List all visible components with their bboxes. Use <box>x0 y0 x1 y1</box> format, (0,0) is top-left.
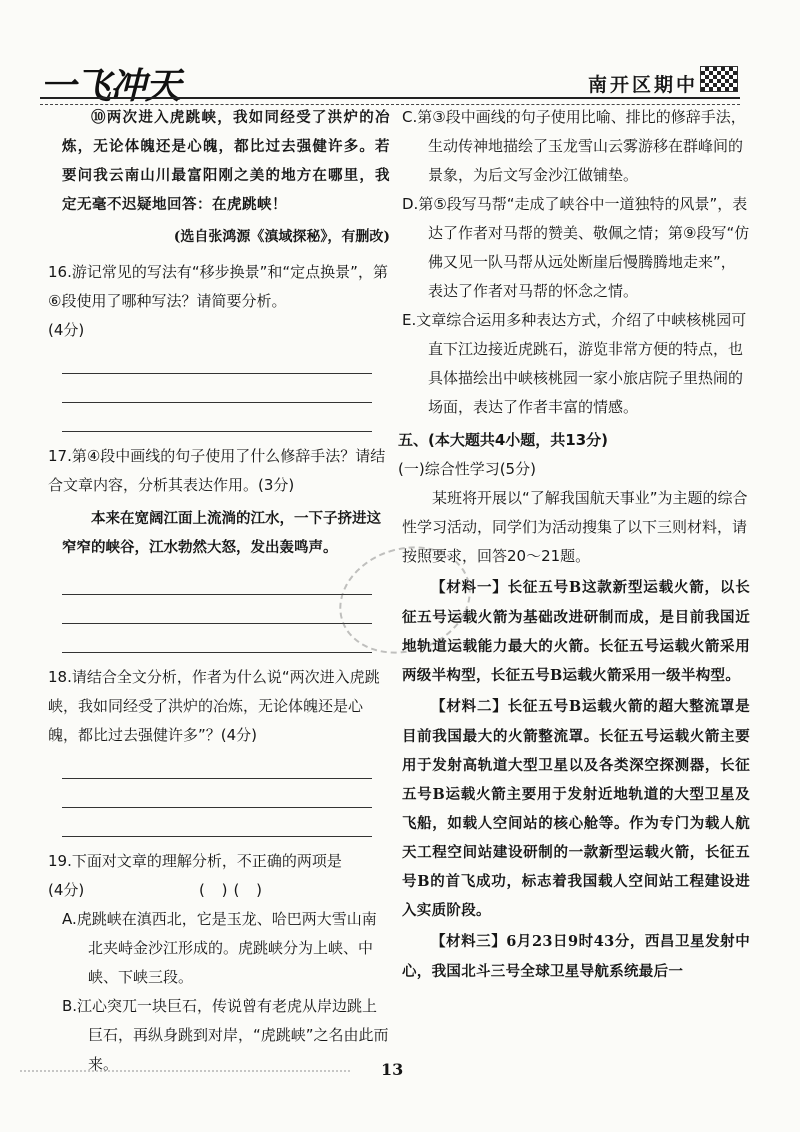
checker-decoration <box>700 66 738 92</box>
question-17: 17.第④段中画线的句子使用了什么修辞手法？请结合文章内容，分析其表达作用。(3分) <box>48 447 386 494</box>
question-16-score: (4分) <box>48 321 85 339</box>
right-column <box>398 103 750 988</box>
answer-line[interactable] <box>62 345 372 374</box>
material-1-tag: 【材料一】 <box>431 580 508 596</box>
answer-line[interactable] <box>62 595 372 624</box>
material-3-tag: 【材料三】 <box>431 934 507 950</box>
option-e: E.文章综合运用多种表达方式，介绍了中峡核桃园可直下江边接近虎跳石，游览非常方便的特点，也具体描绘出中峡核桃园一家小旅店院子里热闹的场面，表达了作者丰富的情感。 <box>402 311 747 416</box>
page-number: 13 <box>381 1060 404 1079</box>
section-5-subtitle: (一)综合性学习(5分) <box>398 460 536 478</box>
option-d: D.第⑤段写马帮“走成了峡谷中一道独特的风景”，表达了作者对马帮的赞美、敬佩之情；第⑨段写“仿佛又见一队马帮从远处断崖后慢腾腾地走来”，表达了作者对马帮的怀念之情。 <box>402 195 750 300</box>
question-17-quote: 本来在宽阔江面上流淌的江水，一下子挤进这窄窄的峡谷，江水勃然大怒，发出轰鸣声。 <box>62 510 381 556</box>
material-2-text: 长征五号B运载火箭的超大整流罩是目前我国最大的火箭整流罩。长征五号运载火箭主要用于发射高轨道大型卫星以及各类深空探测器，长征五号B运载火箭主要用于发射近地轨道的大型卫星及飞船，如载人空间站的核心舱等。作为专门为载人航天工程空间站建设研制的一款新型运载火箭，长征五号B的首飞成功，标志着我国载人空间站工程建设进入实质阶段。 <box>402 698 750 919</box>
option-b: B.江心突兀一块巨石，传说曾有老虎从岸边跳上巨石，再纵身跳到对岸，“虎跳峡”之名由此而来。 <box>62 997 389 1073</box>
passage-source: (选自张鸿源《滇域探秘》，有删改) <box>173 229 390 245</box>
answer-line[interactable] <box>62 374 372 403</box>
material-3-text: 6月23日9时43分，西昌卫星发射中心，我国北斗三号全球卫星导航系统最后一 <box>402 933 750 980</box>
footer-decoration <box>20 1070 350 1076</box>
material-2 <box>402 692 750 925</box>
task-description: 某班将开展以“了解我国航天事业”为主题的综合性学习活动，同学们为活动搜集了以下三则材料，请按照要求，回答20～21题。 <box>402 489 748 565</box>
left-column <box>48 103 390 1079</box>
question-16: 16.游记常见的写法有“移步换景”和“定点换景”，第⑥段使用了哪种写法？请简要分析。 <box>48 263 388 310</box>
answer-line[interactable] <box>62 808 372 837</box>
question-19: 19.下面对文章的理解分析，不正确的两项是 <box>48 852 342 870</box>
material-3 <box>402 927 750 986</box>
answer-line[interactable] <box>62 750 372 779</box>
material-1-text: 长征五号B这款新型运载火箭，以长征五号运载火箭为基础改进研制而成，是目前我国近地轨道运载能力最大的火箭。长征五号运载火箭采用两级半构型，长征五号B运载火箭采用一级半构型。 <box>402 579 750 684</box>
exam-tag: 南开区期中 <box>588 74 699 96</box>
option-a: A.虎跳峡在滇西北，它是玉龙、哈巴两大雪山南北夹峙金沙江形成的。虎跳峡分为上峡、中峡、下峡三段。 <box>62 910 377 986</box>
question-18: 18.请结合全文分析，作者为什么说“两次进入虎跳峡，我如同经受了洪炉的冶炼，无论体魄还是心魄，都比过去强健许多”？(4分) <box>48 668 380 744</box>
answer-line[interactable] <box>62 624 372 653</box>
question-19-score-line <box>48 876 390 905</box>
answer-line[interactable] <box>62 779 372 808</box>
material-2-tag: 【材料二】 <box>431 699 508 715</box>
option-c: C.第③段中画线的句子使用比喻、排比的修辞手法，生动传神地描绘了玉龙雪山云雾游移在群峰间的景象，为后文写金沙江做铺垫。 <box>402 108 746 184</box>
answer-line[interactable] <box>62 566 372 595</box>
question-19-score: (4分) <box>48 881 85 899</box>
question-19-answer-parens[interactable]: ( )( ) <box>199 881 268 899</box>
answer-line[interactable] <box>62 403 372 432</box>
passage-paragraph-10: ⑩两次进入虎跳峡，我如同经受了洪炉的冶炼，无论体魄还是心魄，都比过去强健许多。若要问我云南山川最富阳刚之美的地方在哪里，我定无毫不迟疑地回答：在虎跳峡！ <box>62 109 390 213</box>
brand-logo: 一飞冲天 <box>40 66 181 107</box>
section-5-title: 五、(本大题共4小题，共13分) <box>398 431 609 449</box>
